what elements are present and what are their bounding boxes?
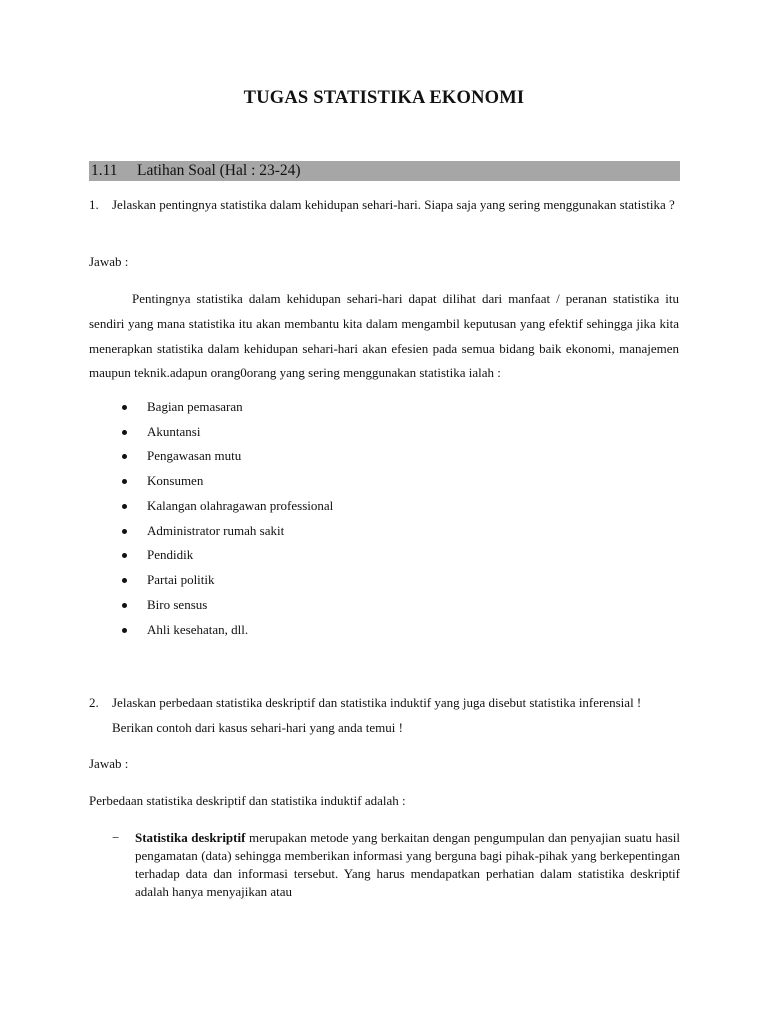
jawab-label-2: Jawab : bbox=[89, 756, 129, 771]
bullet-icon bbox=[122, 430, 127, 435]
question-2 bbox=[89, 690, 679, 740]
question-1 bbox=[89, 192, 679, 217]
bullet-icon bbox=[122, 553, 127, 558]
bullet-icon bbox=[122, 405, 127, 410]
bullet-icon bbox=[122, 479, 127, 484]
question-2-text: Jelaskan perbedaan statistika deskriptif dan statistika induktif yang juga disebut statistika inferensial ! Berikan contoh dari kasus sehari-hari yang anda temui ! bbox=[112, 695, 642, 735]
deskriptif-text bbox=[135, 829, 680, 901]
jawab-label-1: Jawab : bbox=[89, 254, 129, 269]
deskriptif-term: Statistika deskriptif bbox=[135, 830, 246, 845]
answer-1-paragraph: Pentingnya statistika dalam kehidupan sehari-hari dapat dilihat dari manfaat / peranan statistika itu sendiri yang mana statistika itu akan membantu kita dalam mengambil keputusan yang efektif sehingga jika kita menerapkan statistika dalam kehidupan sehari-hari akan efesien pada semua bidang baik ekonomi, manajemen maupun teknik.adapun orang0orang yang sering menggunakan statistika ialah : bbox=[89, 291, 679, 381]
section-number: 1.11 bbox=[91, 162, 118, 179]
document-title: TUGAS STATISTIKA EKONOMI bbox=[243, 88, 525, 108]
section-header bbox=[89, 161, 680, 181]
question-1-text: Jelaskan pentingnya statistika dalam kehidupan sehari-hari. Siapa saja yang sering menggunakan statistika ? bbox=[112, 197, 675, 212]
deskriptif-definition bbox=[89, 829, 680, 901]
dash-bullet-icon: − bbox=[112, 830, 120, 845]
question-2-intro: Perbedaan statistika deskriptif dan statistika induktif adalah : bbox=[89, 793, 406, 808]
bullet-icon bbox=[122, 454, 127, 459]
document-page: TUGAS STATISTIKA EKONOMI 1.11 Latihan Soal (Hal : 23-24) 1. Jelaskan pentingnya statistika dalam kehidupan sehari-hari. Siapa saja yang sering menggunakan statistika ? Jawab : Pentingnya statistika dalam kehidupan sehari-hari dapat dilihat dari manfaat / peranan statistika itu sendiri yang mana statistika itu akan membantu kita dalam mengambil keputusan yang efektif sehingga jika kita menerapkan statistika dalam kehidupan sehari-hari akan efesien pada semua bidang baik ekonomi, manajemen maupun teknik.adapun orang0orang yang sering menggunakan statistika ialah : Bagian pemasaran Akuntansi Pengawasan mutu Konsumen Kalangan olahragawan professional Administrator rumah sakit Pendidik Partai politik Biro sensus Ahli kesehatan, dll. 2. Jelaskan perbedaan statistika deskriptif dan statistika induktif yang juga disebut statistika inferensial ! Berikan contoh dari kasus sehari-hari yang anda temui ! Jawab : Perbedaan statistika deskriptif dan statistika induktif adalah : − Statistika deskriptif merupakan metode yang berkaitan dengan pengumpulan dan penyajian suatu hasil pengamatan (data) sehingga memberikan informasi yang berguna bagi pihak-pihak yang berkepentingan terhadap data dan informasi tersebut. Yang harus mendapatkan perhatian dalam statistika deskriptif adalah hanya menyajikan atau bbox=[0, 0, 768, 1024]
question-1-number: 1. bbox=[89, 197, 99, 212]
section-title: Latihan Soal (Hal : 23-24) bbox=[137, 162, 301, 179]
bullet-icon bbox=[122, 628, 127, 633]
bullet-icon bbox=[122, 529, 127, 534]
bullet-icon bbox=[122, 603, 127, 608]
bullet-icon bbox=[122, 504, 127, 509]
question-2-number: 2. bbox=[89, 695, 99, 710]
deskriptif-body: merupakan metode yang berkaitan dengan pengumpulan dan penyajian suatu hasil pengamatan (data) sehingga memberikan informasi yang berguna bagi pihak-pihak yang berkepentingan terhadap data dan informasi tersebut. Yang harus mendapatkan perhatian dalam statistika deskriptif adalah hanya menyajikan atau bbox=[135, 830, 680, 899]
bullet-icon bbox=[122, 578, 127, 583]
